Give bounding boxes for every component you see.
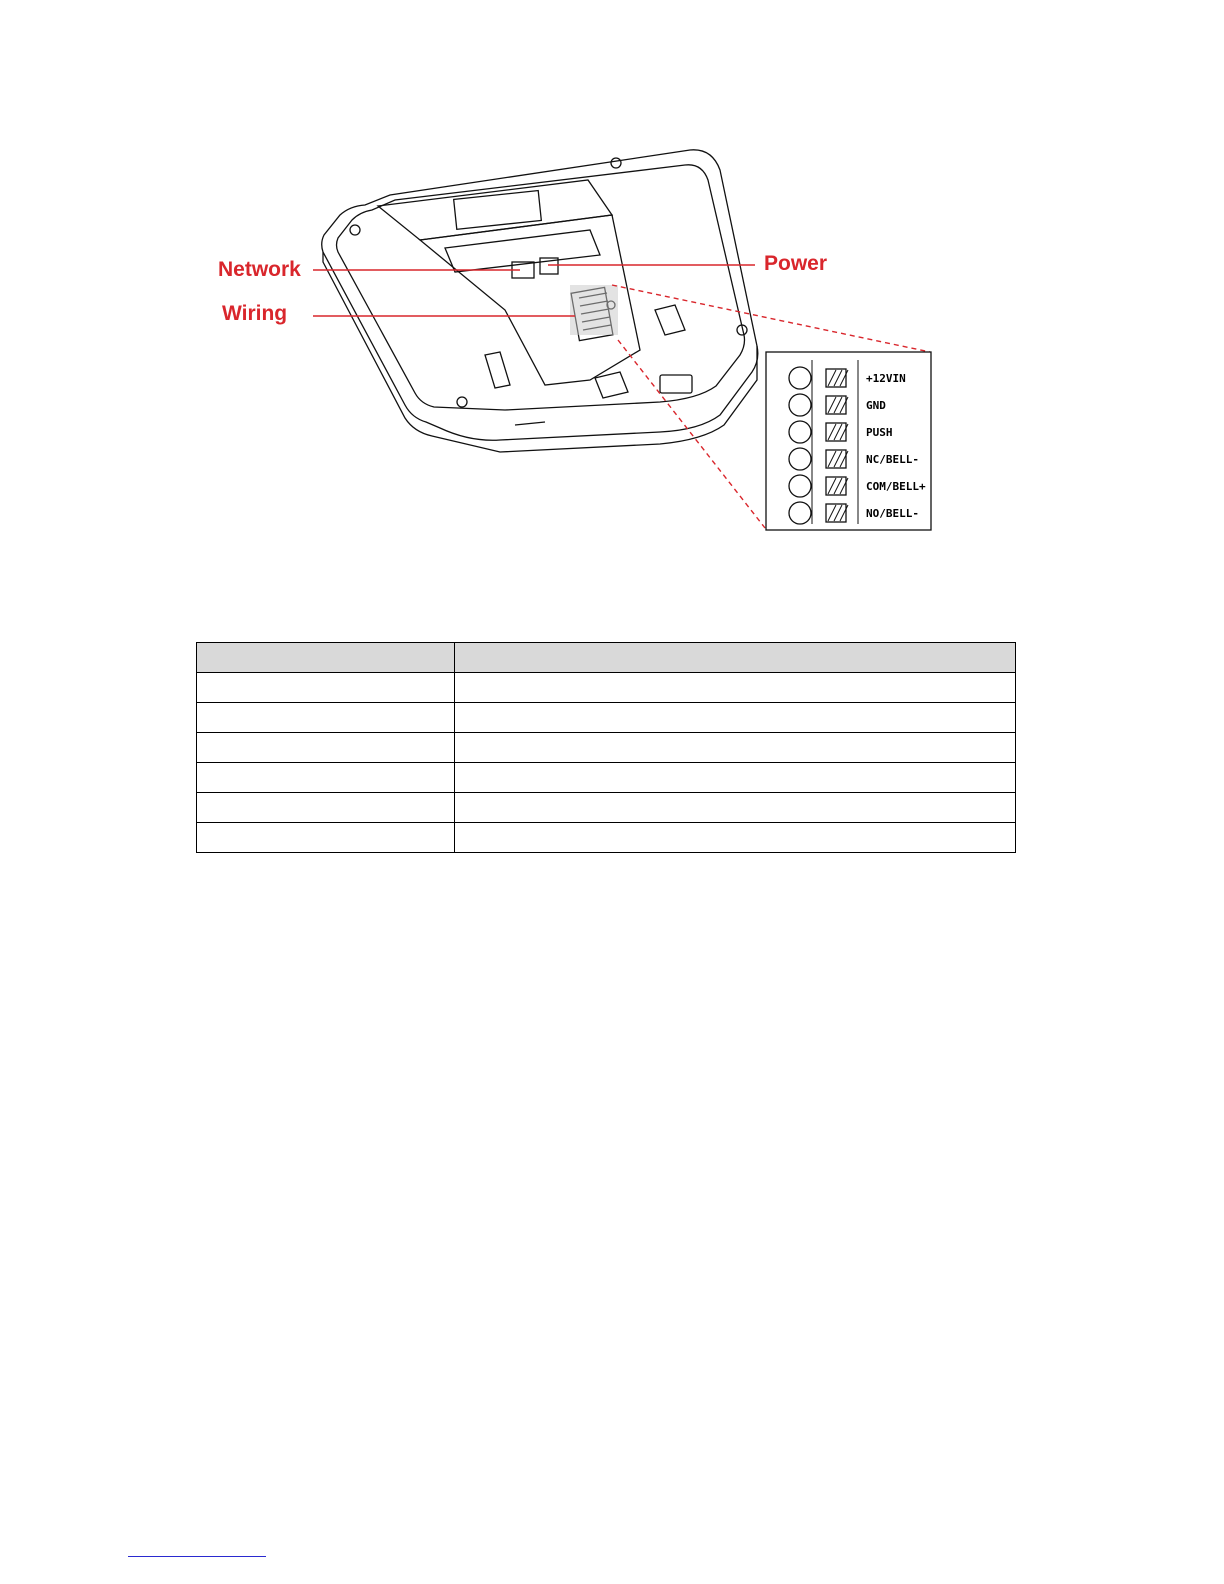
network-callout: Network xyxy=(218,258,301,281)
table-cell xyxy=(197,703,455,733)
footnote-divider xyxy=(128,1556,266,1557)
terminal-screw-icon xyxy=(789,394,811,416)
table-cell xyxy=(455,703,1016,733)
terminal-screw-icon xyxy=(789,448,811,470)
table-header-cell xyxy=(455,643,1016,673)
table-cell xyxy=(455,733,1016,763)
wiring-callout: Wiring xyxy=(222,302,288,325)
table-cell xyxy=(197,733,455,763)
table-row xyxy=(197,823,1016,853)
terminal-label-com-bell: COM/BELL+ xyxy=(866,480,926,493)
table-header-cell xyxy=(197,643,455,673)
power-callout: Power xyxy=(764,252,828,275)
housing-inner-rim xyxy=(337,165,745,410)
terminal-screw-icon xyxy=(789,502,811,524)
terminal-screw-icon xyxy=(789,367,811,389)
terminal-detail-inset xyxy=(766,352,931,530)
table-cell xyxy=(197,673,455,703)
table-cell xyxy=(455,673,1016,703)
table-cell xyxy=(455,763,1016,793)
terminal-label-12vin: +12VIN xyxy=(866,372,906,385)
terminal-label-gnd: GND xyxy=(866,399,886,412)
terminal-label-push: PUSH xyxy=(866,426,893,439)
terminal-screw-icon xyxy=(789,475,811,497)
table-cell xyxy=(197,823,455,853)
table-cell xyxy=(197,793,455,823)
device-rear-diagram xyxy=(0,0,1224,560)
table-row xyxy=(197,673,1016,703)
label-window xyxy=(454,191,542,230)
table-row xyxy=(197,793,1016,823)
table-cell xyxy=(455,823,1016,853)
table-row xyxy=(197,733,1016,763)
terminal-label-no-bell: NO/BELL- xyxy=(866,507,919,520)
terminal-screw-icon xyxy=(789,421,811,443)
terminal-label-nc-bell: NC/BELL- xyxy=(866,453,919,466)
table-cell xyxy=(197,763,455,793)
wiring-table xyxy=(196,642,1016,853)
table-row xyxy=(197,703,1016,733)
table-cell xyxy=(455,793,1016,823)
table-row xyxy=(197,763,1016,793)
table-header-row xyxy=(197,643,1016,673)
